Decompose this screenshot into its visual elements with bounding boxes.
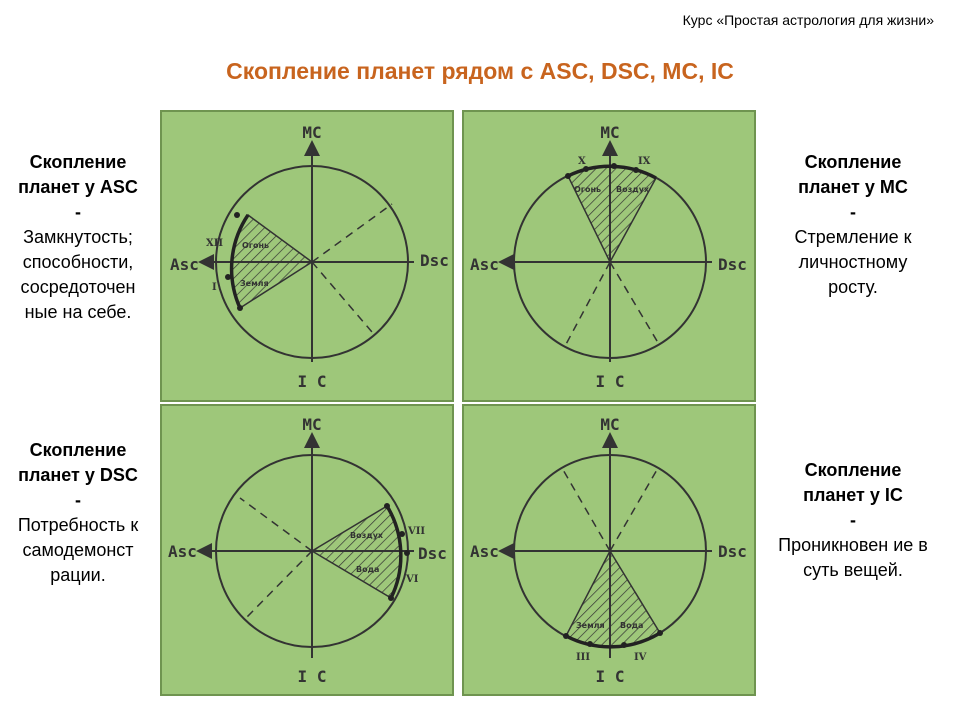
sign-label: XII	[206, 238, 224, 249]
sign-label: IX	[638, 156, 651, 167]
side-dash-mc: -	[850, 202, 856, 222]
side-text-ic	[778, 458, 928, 583]
planet-dot	[399, 531, 405, 537]
element-label: Вода	[356, 565, 380, 574]
planet-dot	[384, 503, 390, 509]
side-heading-asc: Скопление планет у ASC	[18, 152, 138, 197]
side-dash-asc: -	[75, 202, 81, 222]
hatched-sector	[232, 215, 312, 308]
element-label: Вода	[620, 621, 644, 630]
chart-ic	[464, 406, 754, 694]
planet-dot	[388, 595, 394, 601]
planet-dot	[234, 212, 240, 218]
element-label: Земля	[576, 621, 605, 630]
side-dash-ic: -	[850, 510, 856, 530]
hatched-sector	[566, 551, 660, 647]
element-label: Воздух	[350, 531, 384, 540]
planet-dot	[621, 642, 627, 648]
side-heading-dsc: Скопление планет у DSC	[18, 440, 138, 485]
course-header: Курс «Простая астрология для жизни»	[682, 12, 934, 28]
element-label: Огонь	[242, 241, 270, 250]
dashed-line	[564, 262, 610, 348]
mc-label: MC	[302, 415, 322, 434]
side-text-asc	[3, 150, 153, 325]
planet-dot	[587, 641, 593, 647]
dashed-line	[312, 204, 392, 262]
sign-label: X	[578, 156, 586, 167]
planet-dot	[404, 550, 410, 556]
dashed-line	[246, 551, 312, 618]
side-body-asc: Замкнутость; способности, сосредоточен ные на себе.	[20, 227, 136, 322]
side-heading-mc: Скопление планет у MC	[798, 152, 908, 197]
mc-label: MC	[600, 123, 620, 142]
planet-dot	[563, 633, 569, 639]
element-label: Огонь	[574, 185, 602, 194]
chart-panel-dsc	[160, 404, 454, 696]
ic-label: I C	[595, 667, 625, 686]
chart-panel-asc	[160, 110, 454, 402]
mc-label: MC	[302, 123, 322, 142]
planet-dot	[657, 630, 663, 636]
side-body-mc: Стремление к личностному росту.	[794, 227, 912, 297]
sign-label: I	[212, 282, 217, 293]
side-text-mc	[778, 150, 928, 300]
ic-label: I C	[297, 372, 327, 391]
sign-label: III	[576, 652, 591, 663]
ic-label: I C	[595, 372, 625, 391]
chart-dsc	[162, 406, 452, 694]
planet-dot	[225, 274, 231, 280]
dashed-line	[562, 468, 610, 551]
element-label: Воздух	[616, 185, 650, 194]
side-body-ic: Проникновен ие в суть вещей.	[778, 535, 928, 580]
dashed-line	[610, 468, 658, 551]
chart-mc	[464, 112, 754, 400]
sign-label: VI	[406, 574, 419, 585]
dashed-line	[610, 262, 660, 346]
mc-label: MC	[600, 415, 620, 434]
dsc-label: Dsc	[718, 542, 747, 561]
ic-label: I C	[297, 667, 327, 686]
asc-label: Asc	[170, 255, 199, 274]
sign-label: IV	[634, 652, 647, 663]
chart-panel-ic	[462, 404, 756, 696]
dsc-label: Dsc	[718, 255, 747, 274]
slide-title: Скопление планет рядом с ASC, DSC, MC, IC	[226, 58, 734, 84]
dsc-label: Dsc	[420, 251, 449, 270]
planet-dot	[633, 167, 639, 173]
sign-label: VII	[408, 526, 426, 537]
side-heading-ic: Скопление планет у IC	[803, 460, 903, 505]
planet-dot	[565, 173, 571, 179]
side-body-dsc: Потребность к самодемонст рации.	[17, 515, 139, 585]
dashed-line	[312, 262, 372, 332]
hatched-sector	[312, 506, 401, 598]
dsc-label: Dsc	[418, 544, 447, 563]
chart-panel-mc	[462, 110, 756, 402]
side-dash-dsc: -	[75, 490, 81, 510]
planet-dot	[237, 305, 243, 311]
hatched-sector	[568, 166, 656, 262]
asc-label: Asc	[470, 255, 499, 274]
element-label: Земля	[240, 279, 269, 288]
side-text-dsc	[3, 438, 153, 588]
planet-dot	[611, 163, 617, 169]
chart-asc	[162, 112, 452, 400]
asc-label: Asc	[470, 542, 499, 561]
dashed-line	[240, 498, 312, 551]
asc-label: Asc	[168, 542, 197, 561]
